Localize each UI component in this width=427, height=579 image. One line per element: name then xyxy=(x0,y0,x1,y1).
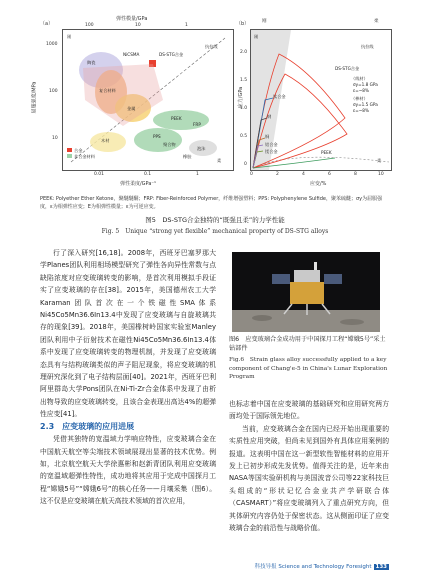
b-bottom-tick: 2 xyxy=(276,172,279,177)
b-bottom-tick: 6 xyxy=(328,172,331,177)
a-top-tick: 10 xyxy=(135,23,141,28)
left-column xyxy=(40,247,216,508)
page-number: 133 xyxy=(375,564,387,570)
b-stg-label: DS-STG合金 xyxy=(335,66,360,71)
figure-5-notes: PEEK: Polyether Ether Ketone，聚醚醚酮；FRP: Fiber-Reinforced Polymer，纤维增强塑料；PPS: Polyphenylene Sulfide，聚苯硫醚；σy为屈服强度，ε为相弹性应变；E为相弹性模量；ε为可逆应变。 xyxy=(40,196,383,210)
b-tag-label: 抗拉线 xyxy=(361,44,374,49)
b-ti-label: 钛合金 xyxy=(273,94,286,99)
right-paragraph-2: 当前，应变玻璃合金在国内已经开始出现重要的实质性应用突破，但尚未见到国外有具体应用案例的报道。这表明中国在这一新型软性智能材料的应用开发上已初步形成先发优势。值得关注的是，近年来由NASA等国实验研机构与美国波音公司等22家科技巨头组成的“形状记忆合金业共产学研联合体（CASMART）”将应变玻璃列入了重点研究方向，但其体研究内容仍处于保密状态。这从侧面印证了应变玻璃合金的前沿性与战略价值。 xyxy=(229,424,389,533)
journal-name: 科技导报 Science and Technology Foresight xyxy=(254,564,372,570)
b-left-tick: 2.0 xyxy=(240,50,248,55)
figure-6-photo xyxy=(232,252,380,332)
a-polymer-region-2 xyxy=(134,128,182,152)
b-peek-label: PEEK xyxy=(321,150,332,155)
figure-6-caption-en: Fig.6 Strain glass alloy successfully applied to a key component of Chang'e-5 in China's Lunar Exploration Program xyxy=(229,357,388,380)
a-peek-label: PEEK xyxy=(171,116,182,121)
a-stg-zone xyxy=(83,64,163,126)
b-top-tick: 刚 xyxy=(262,19,267,24)
section-heading: 2.3 应变玻璃的应用进展 xyxy=(40,421,135,431)
a-rubber-label: 橡胶 xyxy=(183,154,192,159)
page-footer xyxy=(255,562,389,570)
b-stg-bar: （棒材） xyxy=(351,96,368,101)
a-legend xyxy=(67,148,95,160)
a-bottom-tick: 0.1 xyxy=(144,172,152,177)
a-bottom-tick: 0.01 xyxy=(94,172,105,177)
figure-6-caption-zh: 图6 应变玻璃合金成功用于中国探月工程“嫦娥5号”采土钻部件 xyxy=(229,336,386,352)
a-region-stiff: 刚 xyxy=(67,34,72,39)
panel-b-left-axis-title: 应力/GPa xyxy=(238,86,245,109)
panel-a-bottom-axis-title: 弹性柔度/GPa⁻¹ xyxy=(120,181,157,187)
a-foam-label: 泡沫 xyxy=(197,146,206,151)
a-frp-label: FRP xyxy=(193,122,201,127)
a-metal-label: 金属 xyxy=(127,106,136,111)
b-stg-bar-e: σy=1.5 GPa xyxy=(353,102,378,107)
legend-alloy: 合金 xyxy=(74,148,83,153)
right-column xyxy=(229,398,389,534)
figure-5-caption-zh: 图5 DS-STG合金独特的“既强且柔”的力学性能 xyxy=(145,216,285,224)
b-bottom-tick: 8 xyxy=(354,172,357,177)
a-stg-label: DS-STG合金 xyxy=(159,52,184,57)
b-left-tick: 1.0 xyxy=(240,106,248,111)
b-steel-label: 钢 xyxy=(267,114,272,119)
a-top-tick: 100 xyxy=(85,23,94,28)
lander-body xyxy=(290,282,324,304)
panel-a-top-axis-title: 弹性模量/GPa xyxy=(116,16,148,22)
legend-alloy-swatch xyxy=(67,148,72,152)
crater-2 xyxy=(340,319,364,325)
b-al-label: 铝合金 xyxy=(265,142,278,147)
b-top-tick: 柔 xyxy=(374,19,379,24)
lander-photo-svg xyxy=(232,252,380,332)
lander-top-module xyxy=(294,270,320,282)
legend-nonalloy: 非合金材料 xyxy=(74,154,95,159)
a-polymer-label: 聚合物 xyxy=(163,142,176,147)
a-left-tick: 10 xyxy=(52,136,58,141)
right-paragraph-1: 也标志着中国在应变玻璃的基础研究和应用研究两方面均处于国际领先地位。 xyxy=(229,400,389,421)
a-region-flex: 柔 xyxy=(217,158,222,163)
figure-5-caption-en: Fig. 5 Unique “strong yet flexible” mechanical property of DS-STG alloys xyxy=(101,228,329,235)
solar-panel-left xyxy=(272,274,290,284)
a-left-tick: 1000 xyxy=(46,42,58,47)
b-left-tick: 0 xyxy=(244,162,247,167)
panel-b-bottom-axis-title: 应变/% xyxy=(310,181,327,187)
panel-b-plot xyxy=(250,29,392,171)
a-left-tick: 100 xyxy=(49,89,58,94)
b-stg-bar-s: ε=~8% xyxy=(353,108,369,113)
panel-a-left-axis-title: 屈服强度/MPa xyxy=(31,81,38,114)
panel-a-label: （a） xyxy=(40,21,54,27)
solar-panel-right xyxy=(324,274,342,284)
left-paragraph-1: 行了深入研究[16,18]。2008年，西班牙巴塞罗那大学Planes团队利用相场模型研究了弹性各向异性常数与点缺陷浓度对应变玻璃转变的影响，是首次利用模拟手段证实了应变玻璃的存在[38]。2015年，美国德州农工大学Karaman团队首次在一个铁磁性SMA体系Ni45Co5Mn36.6In13.4中发现了应变玻璃与自旋玻璃共存的现象[39]。2018年，美国橡树岭国家实验室Manley团队利用中子衍射技术在磁性Ni45Co5Mn36.6In13.4体系中发现了应变玻璃转变的物理机制，并发现了应变玻璃态具有与结构玻璃类似的声子阻尼现象，将应变玻璃的机理研究深化到了电子结构层面[40]。2021年，西班牙巴利阿里群岛大学Pons团队在Ni-Ti-Zr合金体系中发现了由析出物导致的应变玻璃转变，且该合金表现出高达4%的超弹性应变[41]。 xyxy=(40,249,216,419)
panel-b-label: （b） xyxy=(236,21,250,27)
b-stg-wire: （线材） xyxy=(351,76,368,81)
crater xyxy=(252,315,272,321)
b-bottom-tick: 4 xyxy=(302,172,305,177)
a-tag-label: 抗拉线 xyxy=(205,44,218,49)
a-nicsma-label: NiCSMA xyxy=(123,52,140,57)
a-pps-label: PPS xyxy=(153,134,161,139)
panel-a-plot xyxy=(62,29,234,171)
a-top-tick: 1 xyxy=(185,23,188,28)
a-wood-label: 木材 xyxy=(101,138,110,143)
legend-nonalloy-swatch xyxy=(67,154,72,158)
a-bottom-tick: 1 xyxy=(196,172,199,177)
a-composite-label: 复合材料 xyxy=(99,88,116,93)
a-ceramic-label: 陶瓷 xyxy=(87,60,96,65)
b-stg-wire-e: σy=1.8 GPa xyxy=(353,82,378,87)
left-paragraph-2: 凭借其独特的宽温域力学响应特性，应变玻璃合金在中国航天航空等尖端技术领域展现出显著的技术优势。例如，北京航空航天大学徐惠彬和赵新青团队利用应变玻璃的宽温域超弹性特性，成功地将其应用于完成中国探月工程“嫦娥5号”“嫦娥6号”的核心任务——月壤采集（图6）。这不仅是应变玻璃在航天高技术领域的首次应用， xyxy=(40,435,216,506)
b-mg-label: 镁合金 xyxy=(265,149,278,154)
b-cu-label: 铜 xyxy=(265,134,270,139)
figure-5 xyxy=(31,14,390,192)
b-region-stiff: 刚 xyxy=(254,34,259,39)
b-left-tick: 0.5 xyxy=(240,134,248,139)
b-region-flex: 柔 xyxy=(377,158,382,163)
antenna xyxy=(314,262,317,270)
b-left-tick: 1.5 xyxy=(240,78,248,83)
b-bottom-tick: 0 xyxy=(250,172,253,177)
b-bottom-tick: 10 xyxy=(378,172,384,177)
b-stg-wire-s: ε=~8% xyxy=(353,88,369,93)
